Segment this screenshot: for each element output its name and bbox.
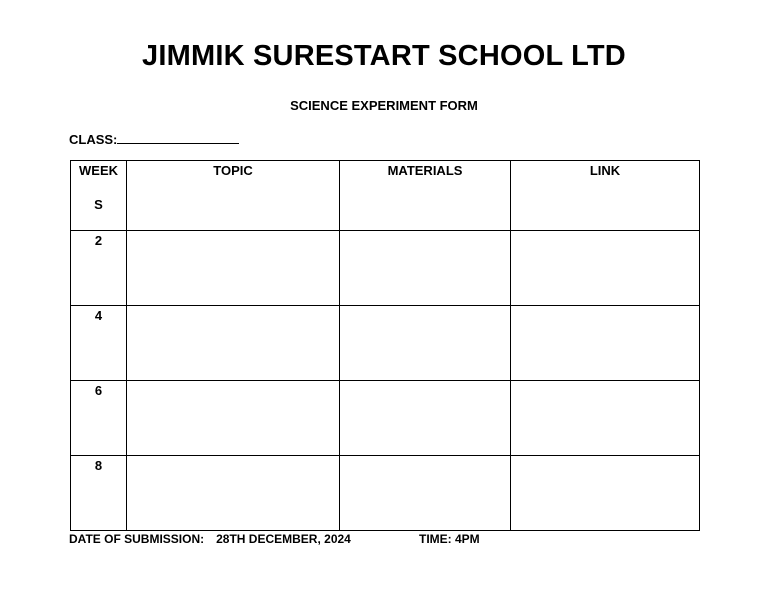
submission-time: TIME: 4PM xyxy=(419,532,480,546)
class-label: CLASS: xyxy=(69,132,118,147)
submission-date-line xyxy=(69,532,351,546)
header-materials: MATERIALS xyxy=(340,161,511,231)
table-row xyxy=(71,381,700,456)
header-link: LINK xyxy=(511,161,700,231)
table-row xyxy=(71,456,700,531)
header-weeks xyxy=(71,161,127,231)
experiment-table xyxy=(70,160,700,531)
header-topic: TOPIC xyxy=(127,161,340,231)
school-name: JIMMIK SURESTART SCHOOL LTD xyxy=(142,40,626,72)
class-field xyxy=(69,131,239,147)
header-weeks-line1: WEEK xyxy=(79,163,118,178)
link-cell[interactable] xyxy=(511,381,700,456)
submission-date: 28TH DECEMBER, 2024 xyxy=(216,532,351,546)
table-row xyxy=(71,306,700,381)
submission-label: DATE OF SUBMISSION: xyxy=(69,532,205,546)
materials-cell[interactable] xyxy=(340,231,511,306)
link-cell[interactable] xyxy=(511,231,700,306)
materials-cell[interactable] xyxy=(340,456,511,531)
table-row xyxy=(71,231,700,306)
materials-cell[interactable] xyxy=(340,306,511,381)
week-cell: 8 xyxy=(71,456,127,531)
form-title: SCIENCE EXPERIMENT FORM xyxy=(290,98,478,113)
topic-cell[interactable] xyxy=(127,231,340,306)
week-cell: 2 xyxy=(71,231,127,306)
topic-cell[interactable] xyxy=(127,381,340,456)
header-weeks-line2: S xyxy=(94,197,103,212)
link-cell[interactable] xyxy=(511,306,700,381)
link-cell[interactable] xyxy=(511,456,700,531)
materials-cell[interactable] xyxy=(340,381,511,456)
topic-cell[interactable] xyxy=(127,456,340,531)
table-header-row xyxy=(71,161,700,231)
week-cell: 4 xyxy=(71,306,127,381)
topic-cell[interactable] xyxy=(127,306,340,381)
class-blank-line xyxy=(117,131,239,144)
week-cell: 6 xyxy=(71,381,127,456)
